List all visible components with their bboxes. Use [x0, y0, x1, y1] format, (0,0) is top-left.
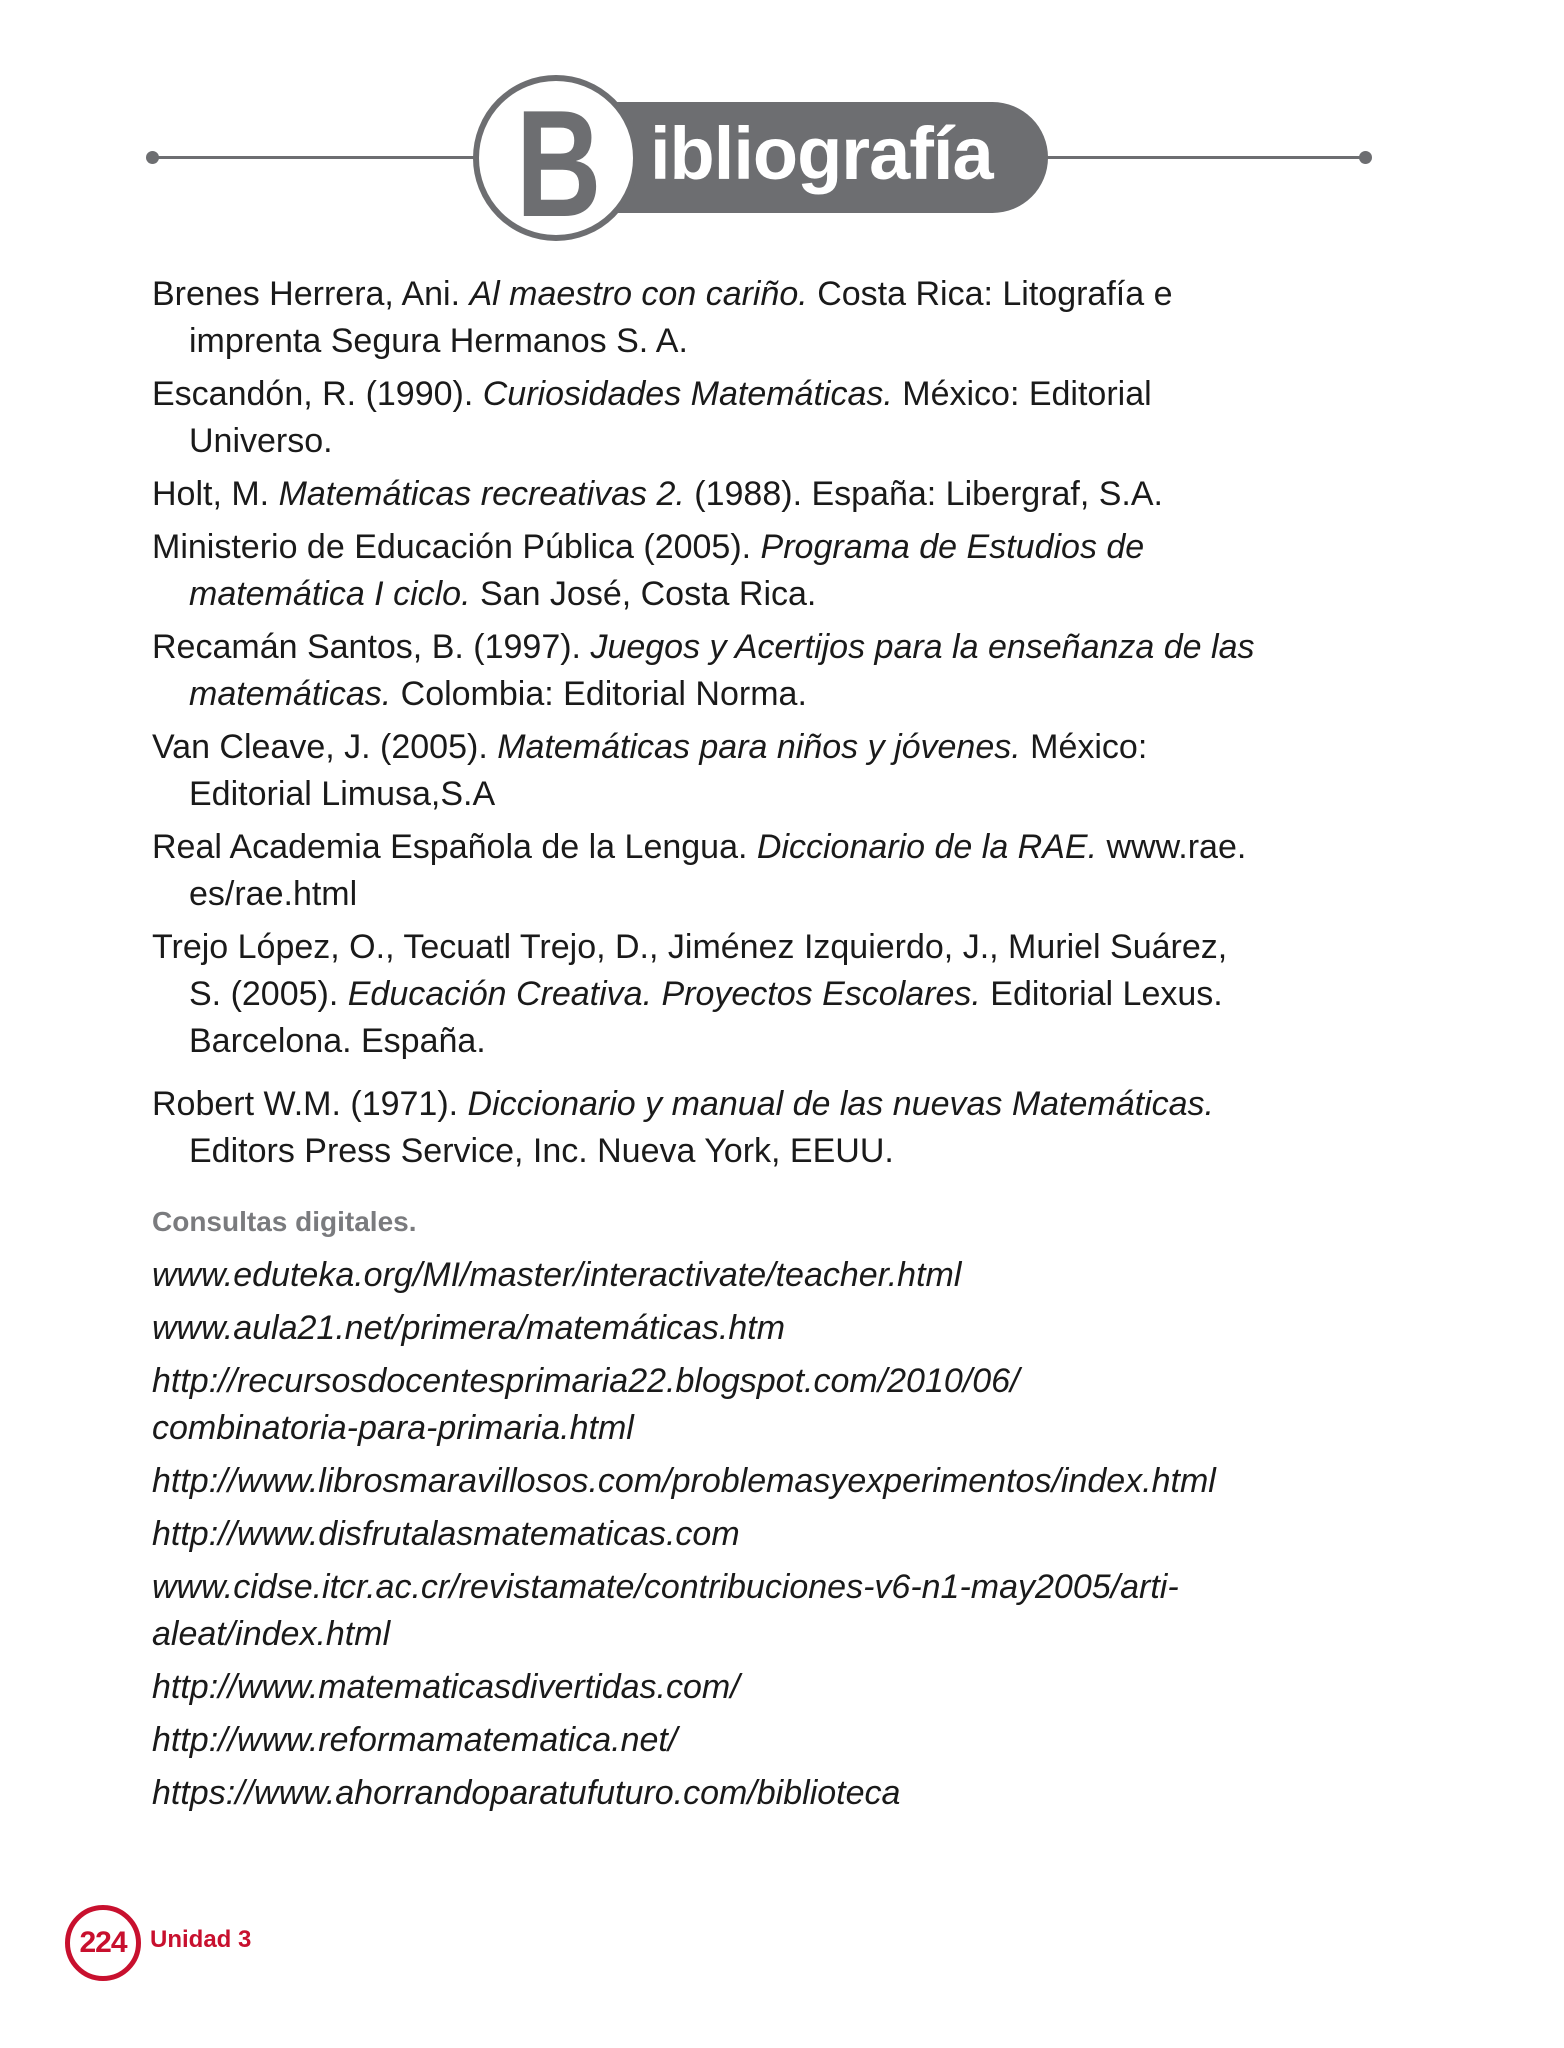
- header-rule-right-dot: [1359, 151, 1372, 164]
- reference-line: [152, 1081, 1452, 1128]
- reference-text: Editors Press Service, Inc. Nueva York, EEUU.: [189, 1132, 894, 1170]
- reference-text: Costa Rica: Litografía e: [807, 275, 1173, 313]
- reference-text: Trejo López, O., Tecuatl Trejo, D., Jiménez Izquierdo, J., Muriel Suárez,: [152, 928, 1228, 966]
- reference-title: Matemáticas para niños y jóvenes.: [497, 728, 1021, 766]
- reference-text: San José, Costa Rica.: [470, 575, 817, 613]
- digital-source-url[interactable]: http://www.librosmaravillosos.com/problemasyexperimentos/index.html: [152, 1462, 1216, 1500]
- reference-list: [152, 271, 1452, 1175]
- reference-title: Diccionario de la RAE.: [756, 828, 1098, 866]
- reference-line: [152, 724, 1452, 771]
- reference-line: [152, 824, 1452, 871]
- reference-line: [152, 571, 1452, 618]
- digital-source-url[interactable]: https://www.ahorrandoparatufuturo.com/biblioteca: [152, 1774, 901, 1812]
- reference-text: es/rae.html: [189, 875, 358, 913]
- digital-source-url[interactable]: combinatoria-para-primaria.html: [152, 1409, 634, 1447]
- digital-source-link[interactable]: [152, 1770, 1452, 1817]
- digital-source-link[interactable]: [152, 1664, 1452, 1711]
- reference-line: [152, 624, 1452, 671]
- reference-line: [152, 971, 1452, 1018]
- reference-line: [152, 1018, 1452, 1065]
- reference-title: Curiosidades Matemáticas.: [482, 375, 893, 413]
- page-title-rest: ibliografía: [650, 112, 993, 195]
- digital-source-url[interactable]: aleat/index.html: [152, 1615, 391, 1653]
- reference-line: [152, 671, 1452, 718]
- reference-text: Van Cleave, J. (2005).: [152, 728, 498, 766]
- reference-line: [152, 924, 1452, 971]
- digital-source-link[interactable]: [152, 1358, 1452, 1452]
- reference-title: Programa de Estudios de: [760, 528, 1145, 566]
- reference-text: Recamán Santos, B. (1997).: [152, 628, 591, 666]
- reference-entry: [152, 524, 1452, 618]
- reference-text: Editorial Lexus.: [980, 975, 1223, 1013]
- reference-entry: [152, 371, 1452, 465]
- reference-title: Al maestro con cariño.: [469, 275, 808, 313]
- digital-sources-list: [152, 1252, 1452, 1817]
- reference-text: Ministerio de Educación Pública (2005).: [152, 528, 761, 566]
- reference-text: Barcelona. España.: [189, 1022, 486, 1060]
- reference-line: [152, 871, 1452, 918]
- page-number: 224: [79, 1926, 127, 1959]
- reference-text: S. (2005).: [189, 975, 348, 1013]
- digital-source-url[interactable]: www.cidse.itcr.ac.cr/revistamate/contribuciones-v6-n1-may2005/arti-: [152, 1568, 1179, 1606]
- reference-entry: [152, 824, 1452, 918]
- digital-sources-heading: Consultas digitales.: [152, 1206, 417, 1237]
- reference-line: [152, 371, 1452, 418]
- reference-line: [152, 471, 1452, 518]
- header-rule-left-dot: [146, 151, 159, 164]
- digital-source-url[interactable]: www.eduteka.org/MI/master/interactivate/teacher.html: [152, 1256, 962, 1294]
- reference-text: Universo.: [189, 422, 333, 460]
- reference-title: Diccionario y manual de las nuevas Matemáticas.: [467, 1085, 1215, 1123]
- reference-entry: [152, 724, 1452, 818]
- reference-line: [152, 771, 1452, 818]
- digital-source-link[interactable]: [152, 1717, 1452, 1764]
- digital-source-url[interactable]: http://www.reformamatematica.net/: [152, 1721, 678, 1759]
- reference-text: Holt, M.: [152, 475, 279, 513]
- digital-source-url[interactable]: http://www.disfrutalasmatematicas.com: [152, 1515, 740, 1553]
- page-title-initial: B: [515, 79, 602, 241]
- reference-entry: [152, 1081, 1452, 1175]
- digital-source-url[interactable]: http://www.matematicasdivertidas.com/: [152, 1668, 740, 1706]
- reference-entry: [152, 924, 1452, 1065]
- reference-text: (1988). España: Libergraf, S.A.: [684, 475, 1164, 513]
- reference-text: imprenta Segura Hermanos S. A.: [189, 322, 688, 360]
- digital-source-link[interactable]: [152, 1252, 1452, 1299]
- title-initial-badge: [473, 75, 639, 241]
- digital-source-link[interactable]: [152, 1511, 1452, 1558]
- reference-text: Colombia: Editorial Norma.: [391, 675, 807, 713]
- reference-title: Matemáticas recreativas 2.: [278, 475, 685, 513]
- reference-text: Escandón, R. (1990).: [152, 375, 483, 413]
- reference-line: [152, 318, 1452, 365]
- reference-entry: [152, 271, 1452, 365]
- reference-text: Editorial Limusa,S.A: [189, 775, 496, 813]
- reference-title: matemática I ciclo.: [189, 575, 471, 613]
- reference-title: Educación Creativa. Proyectos Escolares.: [347, 975, 981, 1013]
- digital-source-link[interactable]: [152, 1458, 1452, 1505]
- reference-entry: [152, 624, 1452, 718]
- reference-title: matemáticas.: [189, 675, 392, 713]
- reference-entry: [152, 471, 1452, 518]
- digital-source-url[interactable]: http://recursosdocentesprimaria22.blogspot.com/2010/06/: [152, 1362, 1020, 1400]
- reference-text: Robert W.M. (1971).: [152, 1085, 468, 1123]
- reference-text: Real Academia Española de la Lengua.: [152, 828, 757, 866]
- reference-text: México:: [1020, 728, 1148, 766]
- digital-source-url[interactable]: www.aula21.net/primera/matemáticas.htm: [152, 1309, 786, 1347]
- unit-label: Unidad 3: [150, 1926, 252, 1953]
- reference-text: México: Editorial: [892, 375, 1152, 413]
- reference-line: [152, 271, 1452, 318]
- reference-line: [152, 418, 1452, 465]
- reference-line: [152, 1128, 1452, 1175]
- reference-text: www.rae.: [1097, 828, 1247, 866]
- reference-title: Juegos y Acertijos para la enseñanza de las: [590, 628, 1255, 666]
- reference-text: Brenes Herrera, Ani.: [152, 275, 470, 313]
- reference-line: [152, 524, 1452, 571]
- digital-source-link[interactable]: [152, 1564, 1452, 1658]
- bibliography-body: [152, 271, 1452, 1823]
- digital-source-link[interactable]: [152, 1305, 1452, 1352]
- page-number-badge: [65, 1905, 141, 1981]
